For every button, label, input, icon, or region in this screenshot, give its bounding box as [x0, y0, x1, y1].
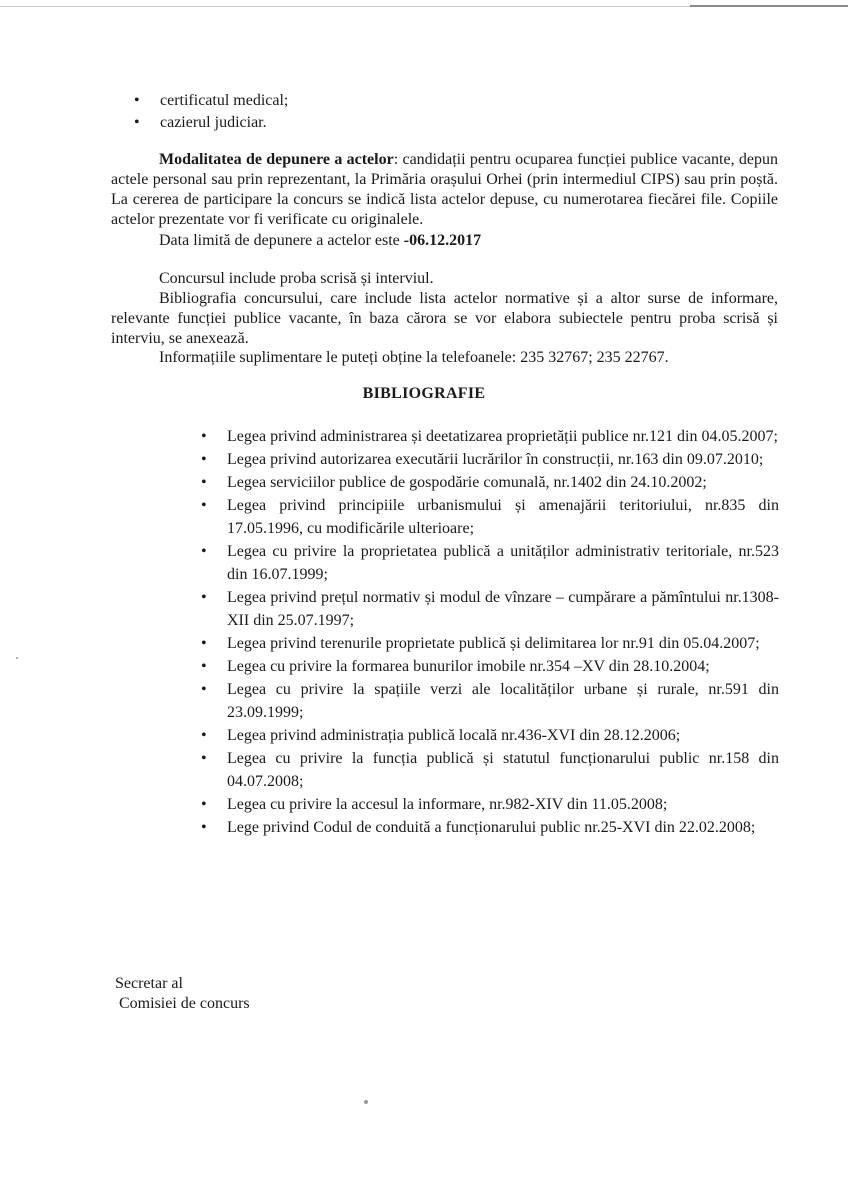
signature-block [115, 974, 250, 1014]
bibliography-item: • Legea serviciilor publice de gospodărie comunală, nr.1402 din 24.10.2002; [201, 471, 779, 494]
required-documents-list [134, 90, 288, 134]
submission-text: : candidații pentru ocuparea funcției publice vacante, depun actele personal sau prin reprezentant, la Primăria orașului Orhei (prin intermediul CIPS) sau prin poștă. La cererea de participare la concurs se indică lista actelor depuse, cu numerotarea fiecărei file. Copiile actelor prezentate vor fi verificate cu originalele. [111, 151, 779, 228]
bibliography-item: • Legea privind administrația publică locală nr.436-XVI din 28.12.2006; [201, 724, 779, 747]
list-item: • certificatul medical; [134, 90, 288, 112]
bibliography-item: • Legea cu privire la funcția publică și statutul funcționarului public nr.158 din 04.07.2008; [201, 747, 779, 793]
deadline-line [159, 231, 481, 251]
info-phones: Informațiile suplimentare le puteți obține la telefoanele: 235 32767; 235 22767. [159, 349, 669, 366]
bibliography-item: • Legea privind prețul normativ și modul de vînzare – cumpărare a pămîntului nr.1308-XII din 25.07.1997; [201, 586, 779, 632]
bibliography-item: • Legea cu privire la spațiile verzi ale localităților urbane și rurale, nr.591 din 23.09.1999; [201, 678, 779, 724]
bibliography-heading: BIBLIOGRAFIE [362, 385, 486, 402]
scan-edge-mark [690, 5, 848, 7]
submission-label: Modalitatea de depunere a actelor [159, 151, 394, 168]
signature-line-2: Comisiei de concurs [119, 995, 250, 1012]
bibliography-note-paragraph [111, 289, 778, 349]
bibliography-note: Bibliografia concursului, care include lista actelor normative și a altor surse de informare, relevante funcției publice vacante, în baza cărora se vor elabora subiectele pentru proba scrisă și interviu, se anexează. [111, 290, 778, 347]
deadline-date: -06.12.2017 [403, 232, 482, 249]
list-item: • cazierul judiciar. [134, 112, 288, 134]
bibliography-item: • Legea privind terenurile proprietate publică și delimitarea lor nr.91 din 05.04.2007; [201, 632, 779, 655]
contest-includes: Concursul include proba scrisă și interviul. [159, 270, 434, 287]
scan-speck [16, 657, 18, 659]
bibliography-item: • Legea cu privire la formarea bunurilor imobile nr.354 –XV din 28.10.2004; [201, 655, 779, 678]
bibliography-item: • Legea privind autorizarea executării lucrărilor în construcții, nr.163 din 09.07.2010; [201, 448, 779, 471]
bibliography-item: • Legea privind principiile urbanismului și amenajării teritoriului, nr.835 din 17.05.1996, cu modificările ulterioare; [201, 494, 779, 540]
submission-paragraph [111, 150, 778, 230]
signature-line-1: Secretar al [115, 975, 183, 992]
bibliography-item: • Legea cu privire la proprietatea publică a unităților administrativ teritoriale, nr.523 din 16.07.1999; [201, 540, 779, 586]
bibliography-item: • Lege privind Codul de conduită a funcționarului public nr.25-XVI din 22.02.2008; [201, 816, 779, 839]
bibliography-item: • Legea cu privire la accesul la informare, nr.982-XIV din 11.05.2008; [201, 793, 779, 816]
deadline-text: Data limită de depunere a actelor este [159, 232, 404, 249]
bibliography-item: • Legea privind administrarea și deetatizarea proprietății publice nr.121 din 04.05.2007; [201, 425, 779, 448]
scan-speck [364, 1100, 368, 1104]
bibliography-list [201, 425, 779, 839]
